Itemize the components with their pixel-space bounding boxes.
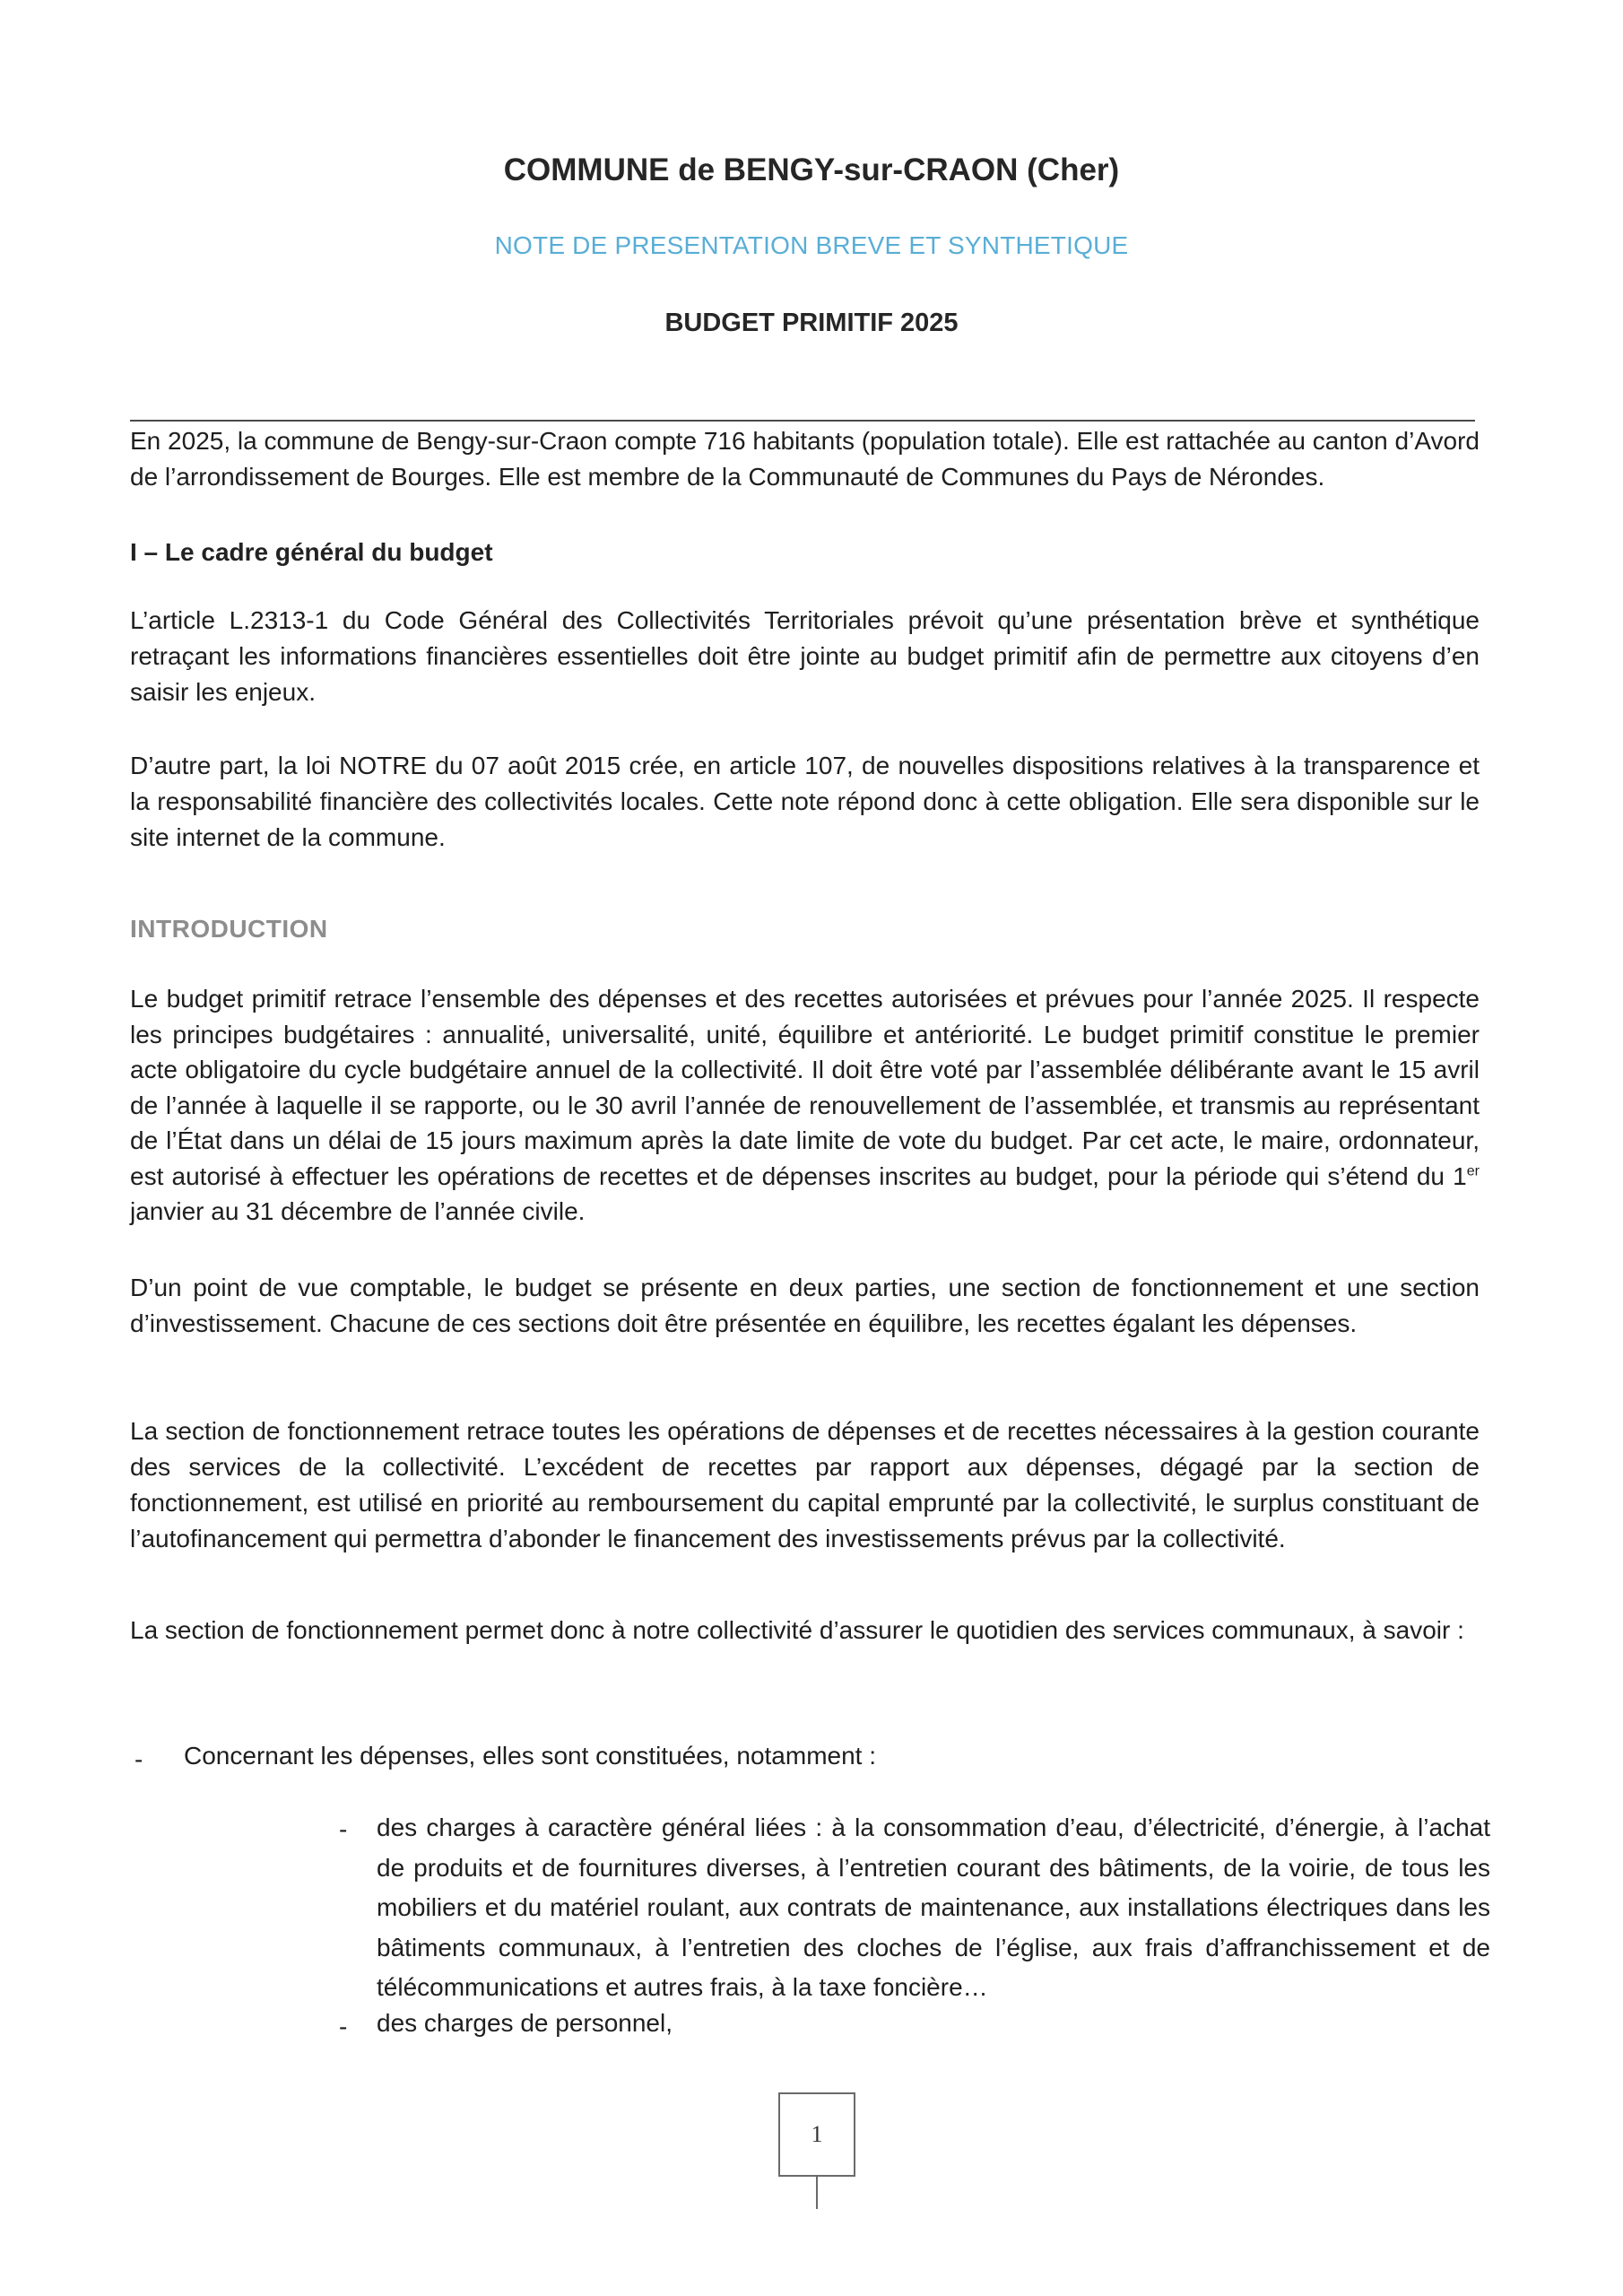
- document-title: COMMUNE de BENGY-sur-CRAON (Cher): [503, 152, 1120, 187]
- page-number-box: [778, 2092, 855, 2177]
- list-dash-2: -: [339, 1815, 348, 1843]
- introduction-paragraph-1-text: Le budget primitif retrace l’ensemble des dépenses et des recettes autorisées et prévues pour l’année 2025. Il respecte les principes budgétaires : annualité, universalité, unité, équilibre et antériorité. Le budget primitif constitue le premier acte obligatoire du cycle budgétaire annuel de la collectivité. Il doit être voté par l’assemblée délibérante avant le 15 avril de l’année à laquelle il se rapporte, ou le 30 avril l’année de renouvellement de l’assemblée, et transmis au représentant de l’État dans un délai de 15 jours maximum après la date limite de vote du budget. Par cet acte, le maire, ordonnateur, est autorisé à effectuer les opérations de recettes et de dépenses inscrites au budget, pour la période qui s’étend du 1: [130, 985, 1480, 1190]
- intro-paragraph: En 2025, la commune de Bengy-sur-Craon compte 716 habitants (population totale). Elle est rattachée au canton d’Avord de l’arrondissement de Bourges. Elle est membre de la Communauté de Communes du Pays de Nérondes.: [130, 427, 1480, 491]
- introduction-paragraph-4: La section de fonctionnement permet donc à notre collectivité d’assurer le quotidien des services communaux, à savoir :: [130, 1616, 1464, 1644]
- sublist-item-charges-personnel: des charges de personnel,: [377, 2009, 673, 2037]
- introduction-heading: INTRODUCTION: [130, 915, 328, 943]
- section1-paragraph-2: D’autre part, la loi NOTRE du 07 août 2015 crée, en article 107, de nouvelles dispositions relatives à la transparence et la responsabilité financière des collectivités locales. Cette note répond donc à cette obligation. Elle sera disponible sur le site internet de la commune.: [130, 752, 1480, 851]
- introduction-paragraph-1: [130, 981, 1480, 1230]
- document-subtitle: NOTE DE PRESENTATION BREVE ET SYNTHETIQUE: [494, 231, 1129, 259]
- superscript-er: er: [1466, 1163, 1480, 1179]
- page-number: 1: [811, 2121, 823, 2147]
- introduction-paragraph-2: D’un point de vue comptable, le budget se présente en deux parties, une section de fonctionnement et une section d’investissement. Chacune de ces sections doit être présentée en équilibre, les recettes égalant les dépenses.: [130, 1274, 1480, 1337]
- list-dash-1: -: [135, 1745, 143, 1773]
- page-number-tick: [816, 2177, 818, 2209]
- section1-heading: I – Le cadre général du budget: [130, 538, 493, 566]
- list-item-depenses: Concernant les dépenses, elles sont constituées, notamment :: [184, 1742, 876, 1770]
- header-divider: [130, 420, 1475, 422]
- section1-paragraph-1: L’article L.2313-1 du Code Général des Collectivités Territoriales prévoit qu’une présentation brève et synthétique retraçant les informations financières essentielles doit être jointe au budget primitif afin de permettre aux citoyens d’en saisir les enjeux.: [130, 606, 1480, 706]
- budget-title: BUDGET PRIMITIF 2025: [664, 309, 959, 337]
- sublist-item-charges-generales: des charges à caractère général liées : à la consommation d’eau, d’électricité, d’énergie, à l’achat de produits et de fournitures diverses, à l’entretien courant des bâtiments, de la voirie, de tous les mobiliers et du matériel roulant, aux contrats de maintenance, aux installations électriques dans les bâtiments communaux, à l’entretien des cloches de l’église, aux frais d’affranchissement et de télécommunications et autres frais, à la taxe foncière…: [377, 1813, 1490, 2001]
- introduction-paragraph-1-end: janvier au 31 décembre de l’année civile.: [130, 1197, 586, 1225]
- introduction-paragraph-3: La section de fonctionnement retrace toutes les opérations de dépenses et de recettes nécessaires à la gestion courante des services de la collectivité. L’excédent de recettes par rapport aux dépenses, dégagé par la section de fonctionnement, est utilisé en priorité au remboursement du capital emprunté par la collectivité, le surplus constituant de l’autofinancement qui permettra d’abonder le financement des investissements prévus par la collectivité.: [130, 1417, 1480, 1552]
- list-dash-3: -: [339, 2013, 348, 2040]
